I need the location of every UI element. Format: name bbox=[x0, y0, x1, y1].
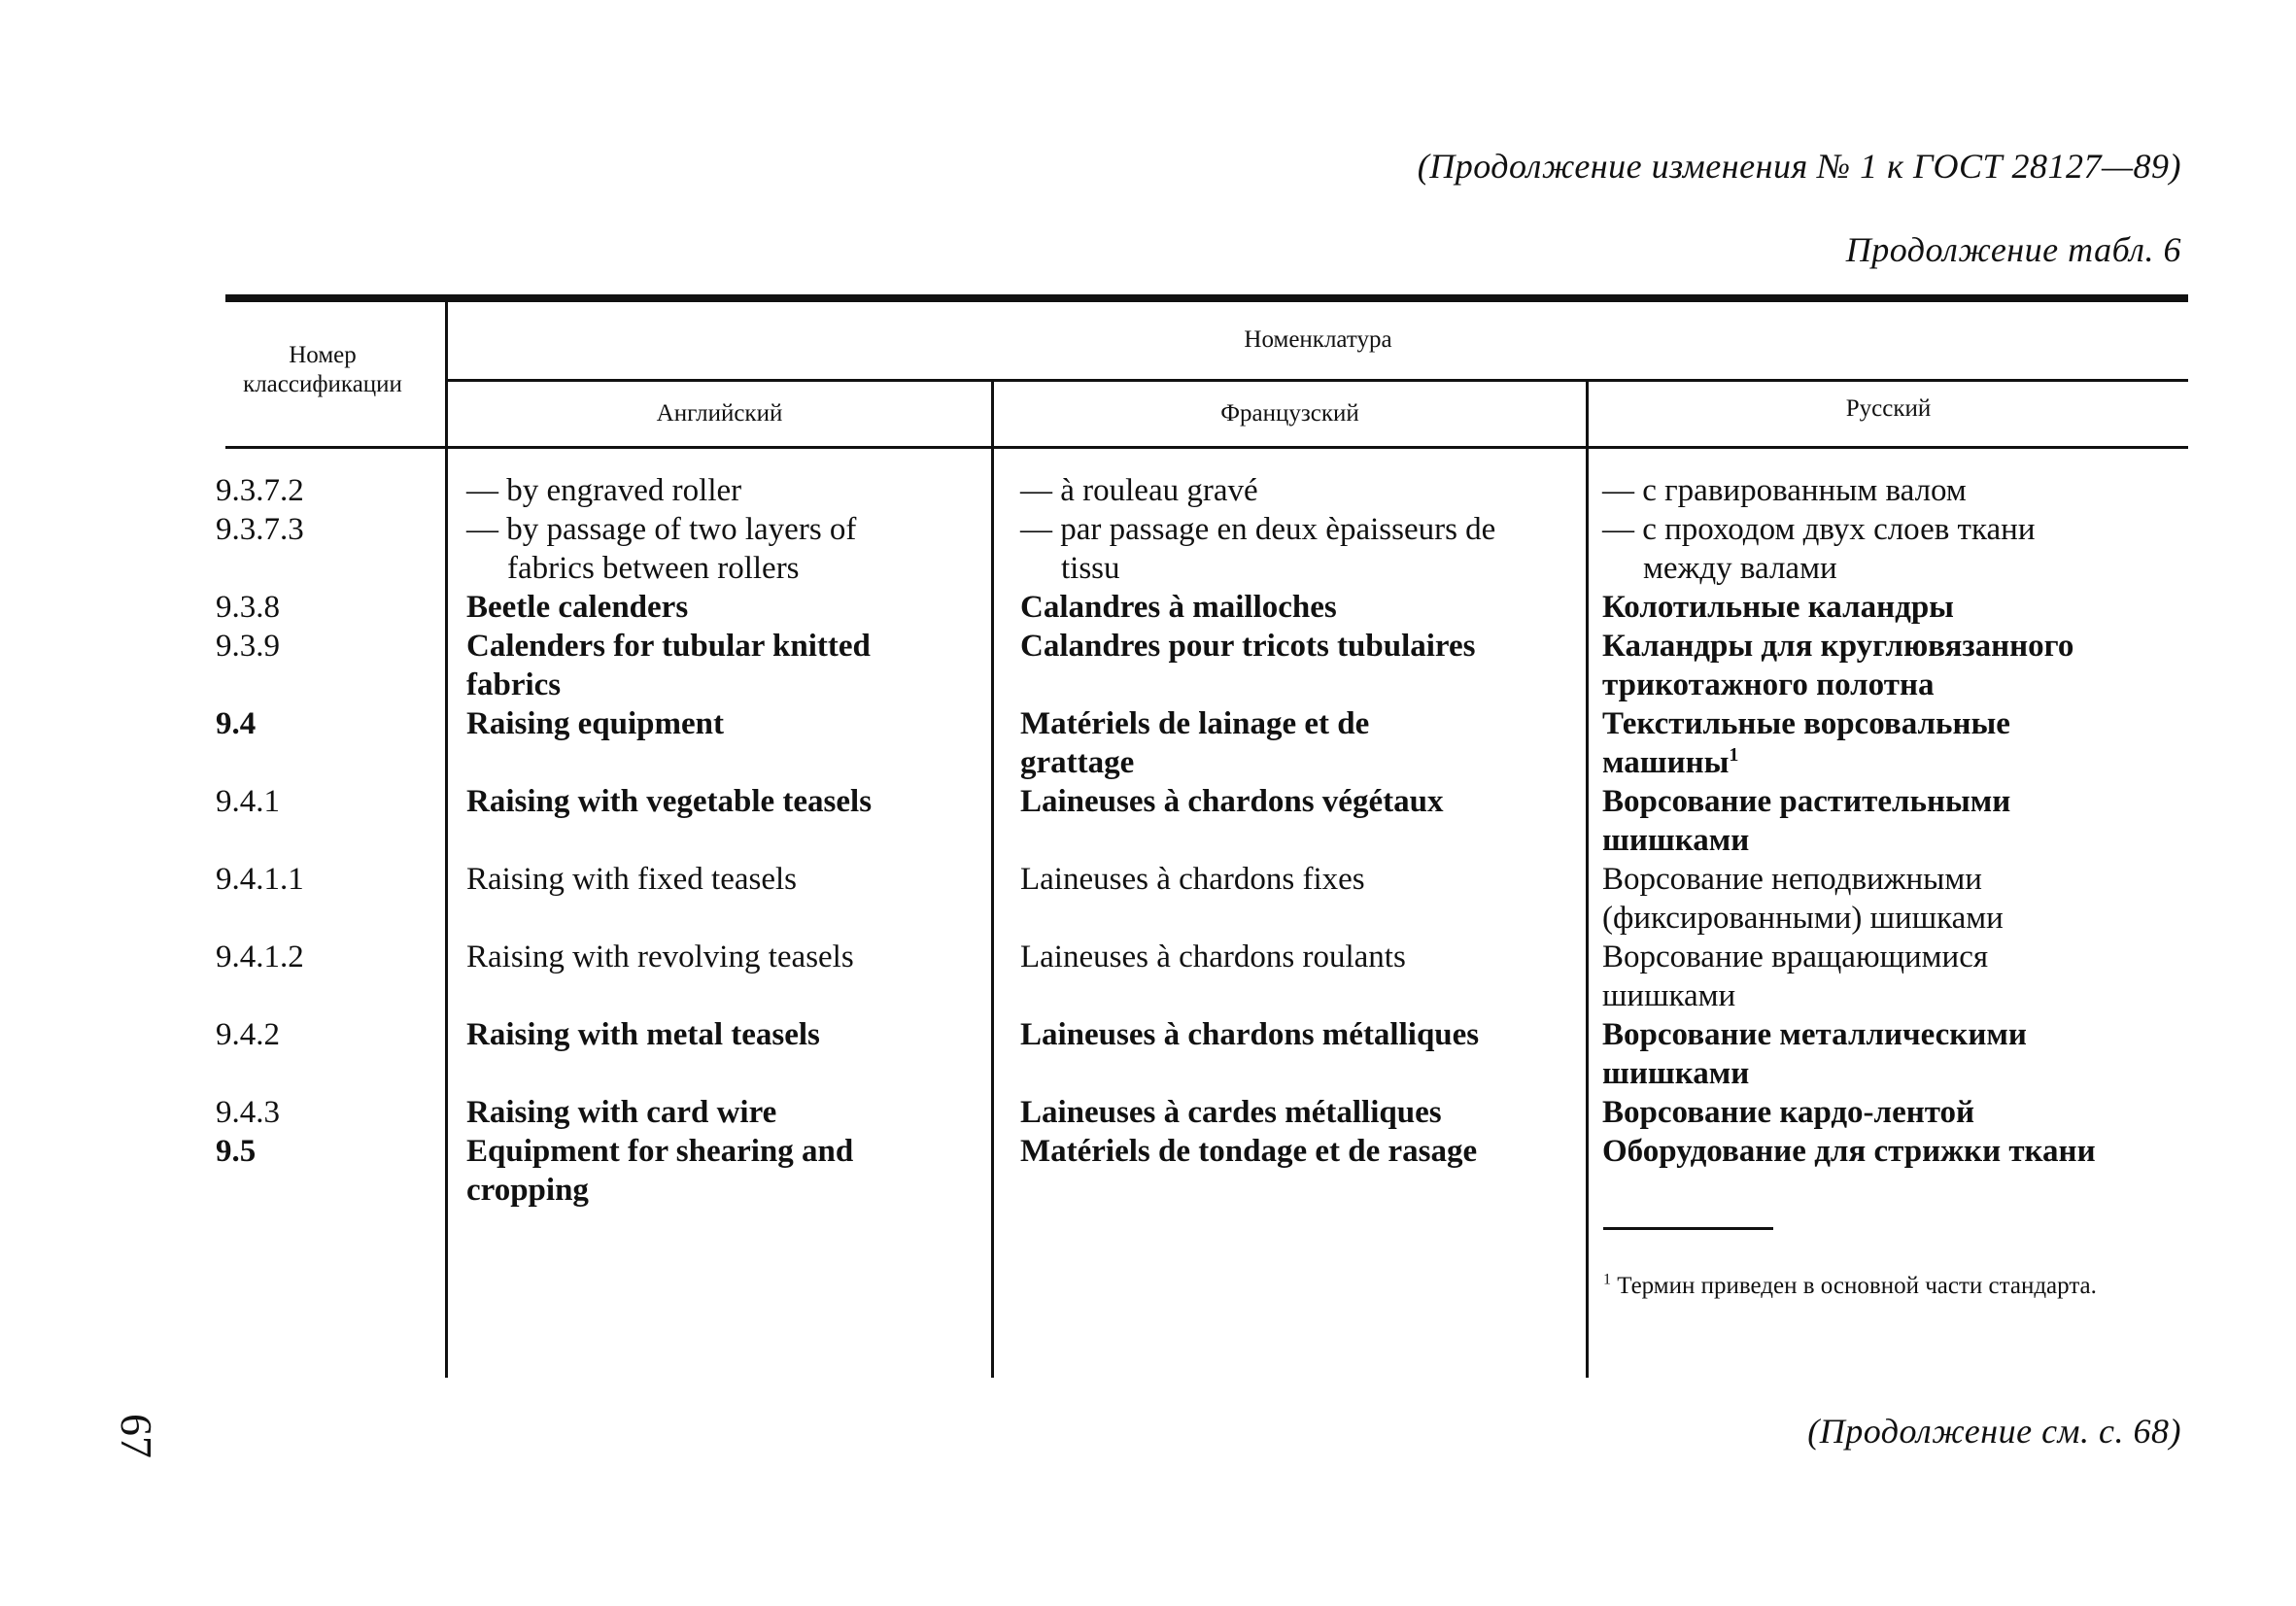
cell-french: — à rouleau gravé bbox=[1020, 473, 1258, 508]
table-row bbox=[216, 1015, 2188, 1054]
table-row-continuation bbox=[216, 976, 2188, 1015]
cell-french: Laineuses à chardons végétaux bbox=[1020, 784, 1444, 819]
table-row-continuation bbox=[216, 666, 2188, 704]
cell-french: Laineuses à cardes métalliques bbox=[1020, 1095, 1442, 1130]
cell-number: 9.4.1 bbox=[216, 784, 280, 819]
cell-russian: Ворсование металлическими bbox=[1602, 1017, 2027, 1052]
header-english: Английский bbox=[656, 400, 783, 427]
cell-french: — par passage en deux èpaisseurs de bbox=[1020, 512, 1496, 547]
cell-french: Laineuses à chardons roulants bbox=[1020, 940, 1406, 974]
footnote-ref: 1 bbox=[1729, 744, 1739, 766]
cell-french-cont: grattage bbox=[1020, 745, 1135, 780]
cell-english: Raising with revolving teasels bbox=[466, 940, 854, 974]
cell-russian-cont bbox=[1602, 743, 1738, 782]
table-row bbox=[216, 510, 2188, 549]
cell-english: Raising with metal teasels bbox=[466, 1017, 820, 1052]
page-number: 67 bbox=[112, 1414, 161, 1458]
cell-number: 9.4.3 bbox=[216, 1095, 280, 1130]
header-bottom-rule bbox=[225, 446, 2188, 449]
cell-english: Raising with card wire bbox=[466, 1095, 777, 1130]
cell-english-cont: fabrics bbox=[466, 667, 562, 702]
cell-french-cont: tissu bbox=[1061, 551, 1120, 586]
cell-french: Laineuses à chardons métalliques bbox=[1020, 1017, 1480, 1052]
cell-russian: Колотильные каландры bbox=[1602, 590, 1954, 625]
cell-french: Laineuses à chardons fixes bbox=[1020, 862, 1365, 897]
cell-french: Calandres pour tricots tubulaires bbox=[1020, 629, 1476, 664]
cell-french: Matériels de tondage et de rasage bbox=[1020, 1134, 1478, 1169]
cell-russian: — с гравированным валом bbox=[1602, 473, 1967, 508]
header-number: Номер классификации bbox=[243, 342, 402, 397]
cell-english: Calenders for tubular knitted bbox=[466, 629, 871, 664]
nomenclature-rule bbox=[447, 379, 2188, 382]
table-row bbox=[216, 588, 2188, 627]
table-row-continuation bbox=[216, 821, 2188, 860]
footer-continuation: (Продолжение см. с. 68) bbox=[1807, 1412, 2181, 1451]
cell-english: — by engraved roller bbox=[466, 473, 742, 508]
cell-number: 9.3.7.2 bbox=[216, 473, 304, 508]
cell-english-cont: fabrics between rollers bbox=[507, 551, 800, 586]
cell-russian-cont: между валами bbox=[1643, 551, 1837, 586]
cell-number: 9.4.1.2 bbox=[216, 940, 304, 974]
cell-english: Raising with vegetable teasels bbox=[466, 784, 873, 819]
cell-number: 9.5 bbox=[216, 1134, 257, 1169]
cell-russian-cont: шишками bbox=[1602, 1056, 1750, 1091]
header-continuation: (Продолжение изменения № 1 к ГОСТ 28127—89) bbox=[1417, 147, 2181, 186]
cell-english: Equipment for shearing and bbox=[466, 1134, 854, 1169]
table-top-rule bbox=[225, 294, 2188, 302]
cell-number: 9.4.2 bbox=[216, 1017, 280, 1052]
cell-russian-cont: шишками bbox=[1602, 823, 1750, 858]
table-row bbox=[216, 1132, 2188, 1171]
cell-english: — by passage of two layers of bbox=[466, 512, 857, 547]
footnote-text: Термин приведен в основной части стандарта. bbox=[1617, 1273, 2097, 1299]
cell-english: Raising with fixed teasels bbox=[466, 862, 798, 897]
cell-russian: — с проходом двух слоев ткани bbox=[1602, 512, 2036, 547]
cell-russian: Текстильные ворсовальные bbox=[1602, 706, 2010, 741]
cell-russian: Каландры для круглювязанного bbox=[1602, 629, 2074, 664]
footnote-rule bbox=[1603, 1227, 1773, 1230]
cell-number: 9.4.1.1 bbox=[216, 862, 304, 897]
cell-french: Matériels de lainage et de bbox=[1020, 706, 1370, 741]
table-row bbox=[216, 704, 2188, 743]
cell-russian: Ворсование вращающимися bbox=[1602, 940, 1989, 974]
cell-russian: Ворсование неподвижными bbox=[1602, 862, 1982, 897]
cell-russian: Ворсование кардо-лентой bbox=[1602, 1095, 1975, 1130]
table-row-continuation bbox=[216, 1054, 2188, 1093]
table-continuation-label: Продолжение табл. 6 bbox=[1845, 230, 2181, 269]
table-row bbox=[216, 1093, 2188, 1132]
cell-russian-cont: шишками bbox=[1602, 978, 1736, 1013]
cell-russian: Ворсование растительными bbox=[1602, 784, 2011, 819]
table-row bbox=[216, 782, 2188, 821]
header-nomenclature: Номенклатура bbox=[1244, 326, 1392, 353]
cell-english-cont: cropping bbox=[466, 1173, 589, 1208]
cell-english: Raising equipment bbox=[466, 706, 724, 741]
table-row-continuation bbox=[216, 549, 2188, 588]
cell-number: 9.3.7.3 bbox=[216, 512, 304, 547]
table-row-continuation bbox=[216, 743, 2188, 782]
cell-russian: Оборудование для стрижки ткани bbox=[1602, 1134, 2096, 1169]
header-russian: Русский bbox=[1845, 395, 1932, 422]
table-row bbox=[216, 471, 2188, 510]
table-row bbox=[216, 938, 2188, 976]
cell-number: 9.3.8 bbox=[216, 590, 280, 625]
table-row bbox=[216, 627, 2188, 666]
cell-number: 9.4 bbox=[216, 706, 257, 741]
cell-number: 9.3.9 bbox=[216, 629, 280, 664]
footnote-marker: 1 bbox=[1603, 1271, 1611, 1288]
cell-russian-cont: (фиксированными) шишками bbox=[1602, 901, 2004, 936]
table-row-continuation bbox=[216, 899, 2188, 938]
header-french: Французский bbox=[1220, 400, 1359, 427]
footnote bbox=[1603, 1273, 2097, 1300]
table-row bbox=[216, 860, 2188, 899]
cell-russian-cont-text: машины bbox=[1602, 745, 1730, 780]
cell-english: Beetle calenders bbox=[466, 590, 689, 625]
cell-russian-cont: трикотажного полотна bbox=[1602, 667, 1935, 702]
table-row-continuation bbox=[216, 1171, 2188, 1210]
cell-french: Calandres à mailloches bbox=[1020, 590, 1337, 625]
